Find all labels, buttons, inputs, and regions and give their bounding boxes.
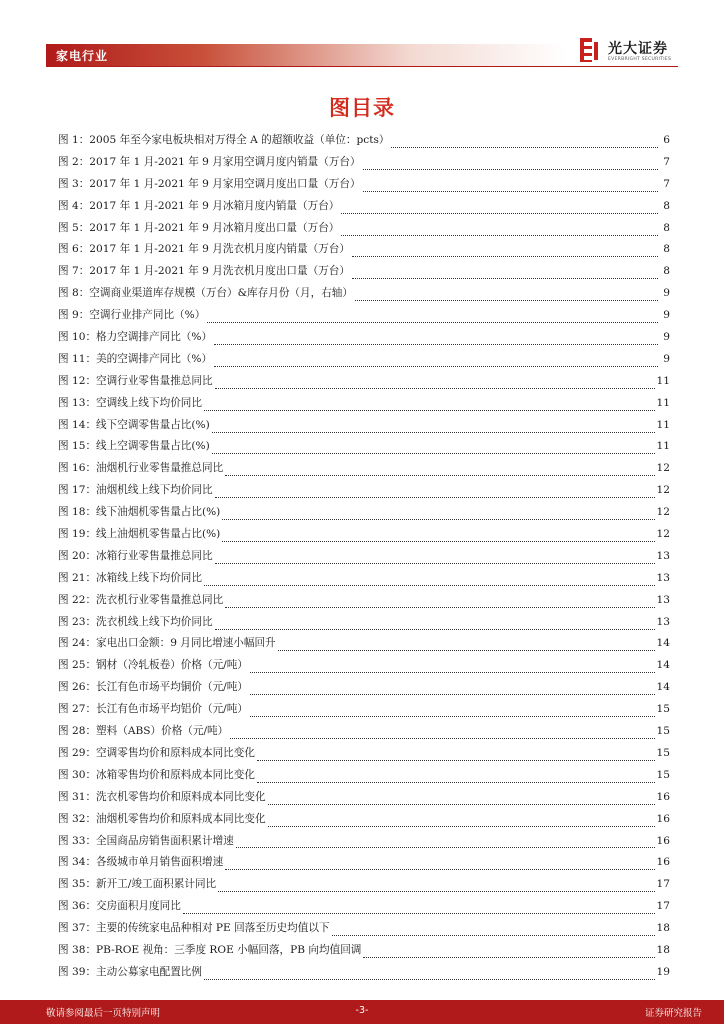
toc-leader-dots [257,759,655,761]
toc-entry-label: 图 17：油烟机线上线下均价同比 [58,484,213,497]
toc-entry-page: 17 [656,900,670,913]
toc-entry[interactable] [58,461,670,483]
logo-name: 光大证券 [608,41,668,57]
header-band [46,44,566,66]
toc-leader-dots [225,606,654,608]
toc-entry[interactable] [58,899,670,921]
toc-entry[interactable] [58,439,670,461]
toc-entry-label: 图 29：空调零售均价和原料成本同比变化 [58,746,255,759]
toc-leader-dots [257,781,655,783]
toc-entry-page: 9 [663,331,670,344]
toc-entry-page: 11 [656,374,670,387]
toc-entry-label: 图 12：空调行业零售量推总同比 [58,374,213,387]
toc-entry[interactable] [58,834,670,856]
toc-entry-label: 图 7：2017 年 1 月-2021 年 9 月洗衣机月度出口量（万台） [58,265,350,278]
toc-leader-dots [207,321,658,323]
toc-leader-dots [363,956,654,958]
toc-entry-page: 8 [663,265,670,278]
figure-toc-list [58,133,670,987]
toc-entry[interactable] [58,943,670,965]
toc-entry[interactable] [58,549,670,571]
toc-leader-dots [215,387,655,389]
toc-entry[interactable] [58,308,670,330]
logo-mark-icon [578,36,602,64]
toc-entry-page: 11 [656,418,670,431]
toc-entry-page: 8 [663,221,670,234]
page-number: -3- [355,1005,369,1016]
toc-entry-label: 图 23：洗衣机线上线下均价同比 [58,615,213,628]
toc-entry-label: 图 8：空调商业渠道库存规模（万台）&库存月份（月，右轴） [58,287,353,300]
toc-entry-label: 图 37：主要的传统家电品种相对 PE 回落至历史均值以下 [58,922,330,935]
toc-entry[interactable] [58,724,670,746]
toc-entry-label: 图 14：线下空调零售量占比(%) [58,418,210,431]
toc-leader-dots [218,890,654,892]
toc-entry[interactable] [58,199,670,221]
toc-entry-page: 17 [656,878,670,891]
toc-leader-dots [250,671,655,673]
page-header [0,0,724,66]
toc-leader-dots [215,628,655,630]
toc-entry-label: 图 18：线下油烟机零售量占比(%) [58,506,221,519]
toc-entry[interactable] [58,505,670,527]
toc-entry[interactable] [58,155,670,177]
toc-entry-page: 18 [656,922,670,935]
toc-leader-dots [204,978,655,980]
toc-entry-label: 图 34：各级城市单月销售面积增速 [58,856,224,869]
toc-entry-label: 图 10：格力空调排产同比（%） [58,331,213,344]
toc-leader-dots [341,234,658,236]
footer-report-type: 证券研究报告 [644,1008,702,1019]
toc-entry-page: 15 [656,746,670,759]
toc-entry[interactable] [58,418,670,440]
toc-entry[interactable] [58,177,670,199]
toc-entry-page: 9 [663,287,670,300]
footer-disclaimer: 敬请参阅最后一页特别声明 [46,1008,161,1019]
toc-entry[interactable] [58,680,670,702]
toc-entry-page: 15 [656,768,670,781]
toc-leader-dots [214,343,658,345]
toc-entry-label: 图 2：2017 年 1 月-2021 年 9 月家用空调月度内销量（万台） [58,155,361,168]
toc-entry-label: 图 5：2017 年 1 月-2021 年 9 月冰箱月度出口量（万台） [58,221,340,234]
toc-entry[interactable] [58,286,670,308]
toc-leader-dots [363,168,658,170]
toc-entry[interactable] [58,352,670,374]
page-title: 图目录 [329,96,395,120]
toc-entry[interactable] [58,768,670,790]
toc-entry-page: 9 [663,309,670,322]
toc-leader-dots [222,540,654,542]
toc-entry-label: 图 39：主动公募家电配置比例 [58,965,202,978]
toc-entry-page: 13 [656,615,670,628]
toc-leader-dots [268,825,655,827]
toc-leader-dots [212,431,655,433]
toc-entry-label: 图 9：空调行业排产同比（%） [58,309,206,322]
toc-leader-dots [391,146,658,148]
toc-entry-page: 7 [663,177,670,190]
toc-entry-label: 图 35：新开工/竣工面积累计同比 [58,878,217,891]
toc-entry-page: 7 [663,155,670,168]
toc-leader-dots [225,474,654,476]
toc-entry-label: 图 4：2017 年 1 月-2021 年 9 月冰箱月度内销量（万台） [58,199,340,212]
toc-entry[interactable] [58,133,670,155]
toc-leader-dots [352,277,658,279]
toc-leader-dots [183,912,655,914]
toc-entry[interactable] [58,527,670,549]
toc-entry[interactable] [58,330,670,352]
toc-entry-label: 图 11：美的空调排产同比（%） [58,352,213,365]
page-footer [0,1005,724,1021]
toc-entry[interactable] [58,921,670,943]
header-rule [46,66,678,67]
toc-entry-label: 图 3：2017 年 1 月-2021 年 9 月家用空调月度出口量（万台） [58,177,361,190]
toc-entry[interactable] [58,812,670,834]
toc-leader-dots [332,934,655,936]
toc-entry-page: 12 [656,484,670,497]
toc-leader-dots [212,452,655,454]
toc-entry-label: 图 22：洗衣机行业零售量推总同比 [58,593,224,606]
toc-entry[interactable] [58,615,670,637]
toc-entry-label: 图 27：长江有色市场平均铝价（元/吨） [58,703,248,716]
toc-entry-label: 图 1：2005 年至今家电板块相对万得全 A 的超额收益（单位：pcts） [58,134,390,146]
toc-leader-dots [214,365,658,367]
toc-entry-page: 11 [656,396,670,409]
toc-entry-label: 图 13：空调线上线下均价同比 [58,396,202,409]
toc-entry[interactable] [58,396,670,418]
toc-entry-label: 图 19：线上油烟机零售量占比(%) [58,528,221,541]
toc-leader-dots [250,715,655,717]
toc-leader-dots [355,299,658,301]
toc-entry[interactable] [58,221,670,243]
toc-entry[interactable] [58,855,670,877]
toc-entry-label: 图 30：冰箱零售均价和原料成本同比变化 [58,768,255,781]
toc-entry-page: 9 [663,352,670,365]
toc-entry[interactable] [58,877,670,899]
toc-entry[interactable] [58,636,670,658]
toc-leader-dots [268,803,655,805]
toc-entry-page: 12 [656,462,670,475]
toc-entry-label: 图 31：洗衣机零售均价和原料成本同比变化 [58,790,266,803]
toc-entry-label: 图 20：冰箱行业零售量推总同比 [58,549,213,562]
toc-entry-label: 图 16：油烟机行业零售量推总同比 [58,462,224,475]
toc-entry[interactable] [58,965,670,987]
toc-leader-dots [225,868,654,870]
toc-entry-page: 8 [663,243,670,256]
toc-entry-page: 13 [656,549,670,562]
toc-entry[interactable] [58,374,670,396]
toc-entry[interactable] [58,571,670,593]
toc-entry-page: 6 [663,134,670,146]
toc-entry-page: 11 [656,440,670,453]
toc-entry-label: 图 26：长江有色市场平均铜价（元/吨） [58,681,248,694]
toc-entry-page: 8 [663,199,670,212]
toc-entry-page: 18 [656,943,670,956]
toc-entry-page: 12 [656,506,670,519]
toc-leader-dots [352,255,658,257]
toc-entry-label: 图 15：线上空调零售量占比(%) [58,440,210,453]
toc-leader-dots [250,693,655,695]
toc-entry-page: 13 [656,593,670,606]
toc-entry-page: 14 [656,659,670,672]
toc-entry-label: 图 6：2017 年 1 月-2021 年 9 月洗衣机月度内销量（万台） [58,243,350,256]
toc-leader-dots [230,737,654,739]
toc-leader-dots [222,518,654,520]
toc-entry-page: 14 [656,637,670,650]
toc-leader-dots [204,584,655,586]
toc-entry-label: 图 24：家电出口金额：9 月同比增速小幅回升 [58,637,276,650]
toc-entry[interactable] [58,593,670,615]
toc-entry-label: 图 21：冰箱线上线下均价同比 [58,571,202,584]
toc-entry[interactable] [58,483,670,505]
toc-entry-page: 13 [656,571,670,584]
toc-leader-dots [215,562,655,564]
toc-leader-dots [204,409,655,411]
toc-entry-page: 19 [656,965,670,978]
toc-entry-page: 12 [656,528,670,541]
industry-label: 家电行业 [56,49,109,63]
toc-entry-page: 15 [656,703,670,716]
toc-entry-label: 图 25：钢材（冷轧板卷）价格（元/吨） [58,659,248,672]
toc-entry[interactable] [58,702,670,724]
toc-leader-dots [215,496,655,498]
toc-entry[interactable] [58,790,670,812]
toc-entry[interactable] [58,242,670,264]
toc-leader-dots [278,649,655,651]
toc-leader-dots [236,846,655,848]
toc-entry-label: 图 32：油烟机零售均价和原料成本同比变化 [58,812,266,825]
toc-entry-page: 14 [656,681,670,694]
logo-english: EVERBRIGHT SECURITIES [608,57,672,62]
toc-entry-page: 16 [656,834,670,847]
toc-entry-label: 图 33：全国商品房销售面积累计增速 [58,834,234,847]
toc-entry[interactable] [58,658,670,680]
toc-entry-page: 15 [656,725,670,738]
toc-entry-label: 图 28：塑料（ABS）价格（元/吨） [58,725,229,738]
toc-entry-label: 图 36：交房面积月度同比 [58,900,181,913]
toc-leader-dots [341,212,658,214]
toc-entry-label: 图 38：PB-ROE 视角：三季度 ROE 小幅回落，PB 向均值回调 [58,943,362,956]
toc-entry[interactable] [58,264,670,286]
toc-leader-dots [363,190,658,192]
toc-entry-page: 16 [656,812,670,825]
toc-entry[interactable] [58,746,670,768]
toc-entry-page: 16 [656,856,670,869]
toc-entry-page: 16 [656,790,670,803]
company-logo [578,36,688,66]
